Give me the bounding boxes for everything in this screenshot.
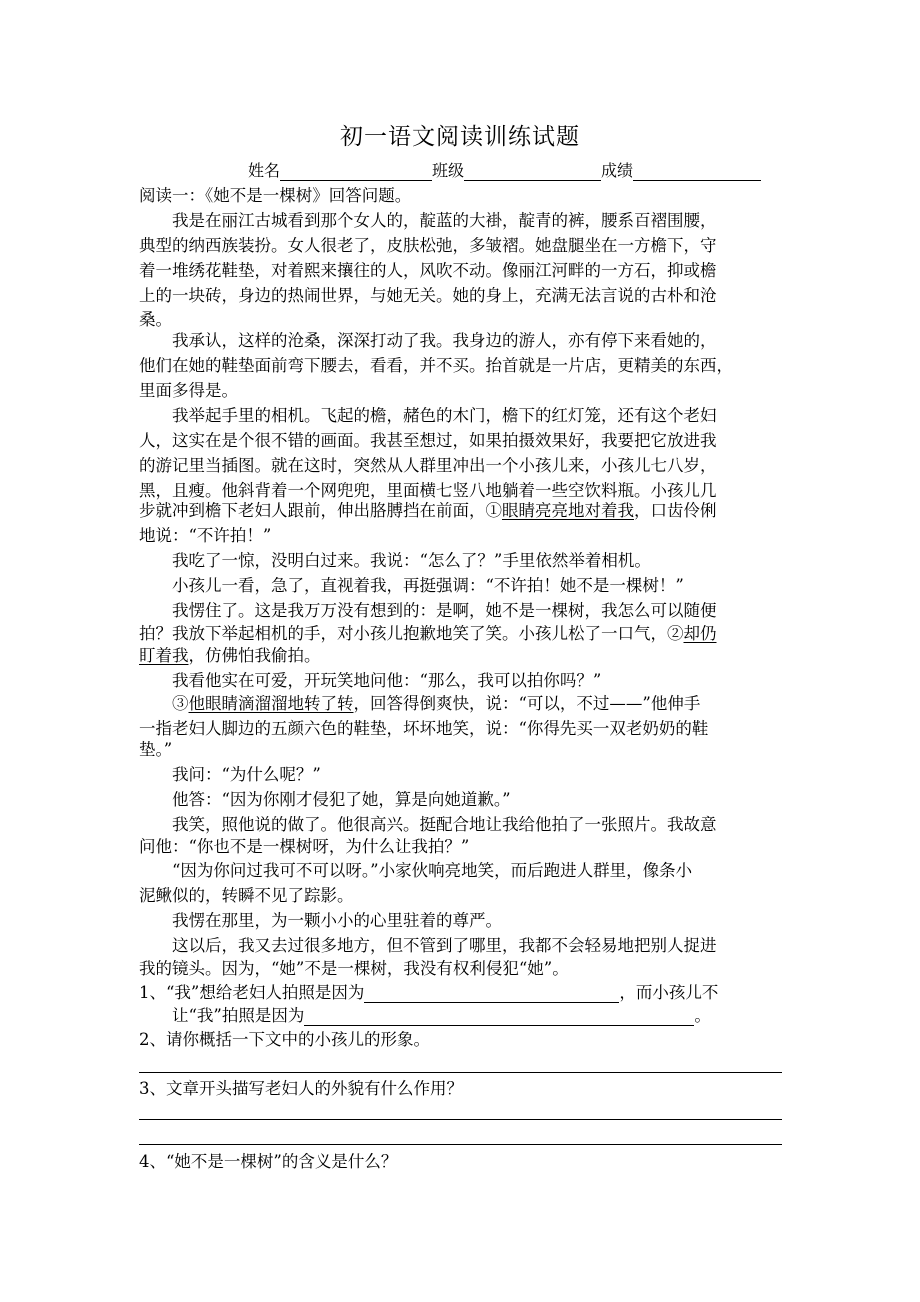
text-span: ，仿佛怕我偷拍。 (188, 646, 321, 665)
paragraph-line: 他们在她的鞋垫面前弯下腰去，看看，并不买。抬首就是一片店，更精美的东西， (139, 356, 733, 375)
paragraph-line: 典型的纳西族装扮。女人很老了，皮肤松弛，多皱褶。她盘腿坐在一方檐下，守 (139, 236, 717, 255)
text-span: ，口齿伶俐 (634, 501, 717, 520)
paragraph-line: 我是在丽江古城看到那个女人的，靛蓝的大褂，靛青的裤，腰系百褶围腰， (172, 211, 717, 230)
question-2: 2、请你概括一下文中的小孩儿的形象。 (139, 1030, 430, 1049)
paragraph-line (139, 501, 717, 521)
paragraph-line: 泥鳅似的，转瞬不见了踪影。 (139, 886, 354, 905)
paragraph-line: 我举起手里的相机。飞起的檐，赭色的木门，檐下的红灯笼，还有这个老妇 (172, 406, 717, 425)
score-blank[interactable] (633, 162, 761, 181)
paragraph-line: 这以后，我又去过很多地方，但不管到了哪里，我都不会轻易地把别人捉进 (172, 936, 717, 955)
paragraph-line (139, 646, 321, 666)
text-span: 拍？我放下举起相机的手，对小孩儿抱歉地笑了笑。小孩儿松了一口气，② (139, 624, 684, 643)
paragraph-line: 他答：“因为你刚才侵犯了她，算是向她道歉。” (172, 790, 511, 809)
question-1 (139, 983, 718, 1003)
paragraph-line: 桑。 (139, 310, 172, 329)
paragraph-line: 我承认，这样的沧桑，深深打动了我。我身边的游人，亦有停下来看她的， (172, 331, 717, 350)
answer-line[interactable] (139, 1072, 782, 1073)
paragraph-line: 一指老妇人脚边的五颜六色的鞋垫，坏坏地笑，说：“你得先买一双老奶奶的鞋 (139, 719, 709, 738)
answer-line[interactable] (139, 1144, 782, 1145)
paragraph-line: 地说：“不许拍！” (139, 526, 272, 545)
paragraph-line: 我看他实在可爱，开玩笑地问他：“那么，我可以拍你吗？” (172, 671, 602, 690)
student-info-row (248, 158, 761, 181)
text-span: 步就冲到檐下老妇人跟前，伸出胳膊挡在前面，① (139, 501, 502, 520)
question-text: 让“我”拍照是因为 (172, 1006, 305, 1025)
paragraph-line: 我吃了一惊，没明白过来。我说：“怎么了？”手里依然举着相机。 (172, 551, 651, 570)
paragraph-line: 我愣在那里，为一颗小小的心里驻着的尊严。 (172, 911, 502, 930)
question-1-line-2 (172, 1006, 711, 1026)
paragraph-line: 我愣住了。这是我万万没有想到的：是啊，她不是一棵树，我怎么可以随便 (172, 601, 717, 620)
class-blank[interactable] (464, 162, 601, 181)
score-label: 成绩 (601, 161, 634, 180)
page-title: 初一语文阅读训练试题 (340, 124, 580, 150)
paragraph-line: 的游记里当插图。就在这时，突然从人群里冲出一个小孩儿来，小孩儿七八岁， (139, 456, 717, 475)
question-text: ，而小孩儿不 (619, 983, 719, 1002)
paragraph-line: 我问：“为什么呢？” (172, 765, 321, 784)
paragraph-line: 黑，且瘦。他斜背着一个网兜兜，里面横七竖八地躺着一些空饮料瓶。小孩儿几 (139, 481, 717, 500)
question-text: 。 (694, 1006, 711, 1025)
class-label: 班级 (432, 161, 465, 180)
underlined-phrase-2: 却仍 (683, 624, 717, 643)
paragraph-line: 我笑，照他说的做了。他很高兴。挺配合地让我给他拍了一张照片。我故意 (172, 815, 717, 834)
paragraph-line: 问他：“你也不是一棵树呀，为什么让我拍？” (139, 837, 470, 856)
question-4: 4、“她不是一棵树”的含义是什么？ (139, 1152, 398, 1171)
paragraph-line (139, 624, 717, 644)
answer-line[interactable] (139, 1119, 782, 1120)
paragraph-line: 小孩儿一看，急了，直视着我，再挺强调：“不许拍！她不是一棵树！” (172, 576, 684, 595)
underlined-phrase-2: 盯着我 (139, 646, 189, 665)
paragraph-line: 我的镜头。因为，“她”不是一棵树，我没有权利侵犯“她”。 (139, 959, 569, 978)
paragraph-line (172, 694, 700, 714)
question-3: 3、文章开头描写老妇人的外貌有什么作用？ (139, 1079, 463, 1098)
answer-blank[interactable] (304, 1007, 694, 1026)
paragraph-line: 里面多得是。 (139, 381, 238, 400)
text-span: ，回答得倒爽快，说：“可以，不过——”他伸手 (353, 694, 701, 713)
paragraph-line: 上的一块砖，身边的热闹世界，与她无关。她的身上，充满无法言说的古朴和沧 (139, 286, 717, 305)
answer-blank[interactable] (364, 984, 619, 1003)
underlined-phrase-3: 他眼睛滴溜溜地转了转 (188, 694, 354, 713)
name-label: 姓名 (248, 161, 281, 180)
paragraph-line: 垫。” (139, 740, 173, 759)
paragraph-line: 人，这实在是个很不错的画面。我甚至想过，如果拍摄效果好，我要把它放进我 (139, 431, 717, 450)
question-text: 1、“我”想给老妇人拍照是因为 (139, 983, 365, 1002)
reading-heading: 阅读一：《她不是一棵树》回答问题。 (139, 186, 412, 205)
name-blank[interactable] (280, 162, 432, 181)
paragraph-line: 着一堆绣花鞋垫，对着熙来攘往的人，风吹不动。像丽江河畔的一方石，抑或檐 (139, 261, 717, 280)
paragraph-line: “因为你问过我可不可以呀。”小家伙响亮地笑，而后跑进人群里，像条小 (172, 861, 693, 880)
underlined-phrase-1: 眼睛亮亮地对着我 (502, 501, 634, 520)
text-span: ③ (172, 694, 189, 713)
